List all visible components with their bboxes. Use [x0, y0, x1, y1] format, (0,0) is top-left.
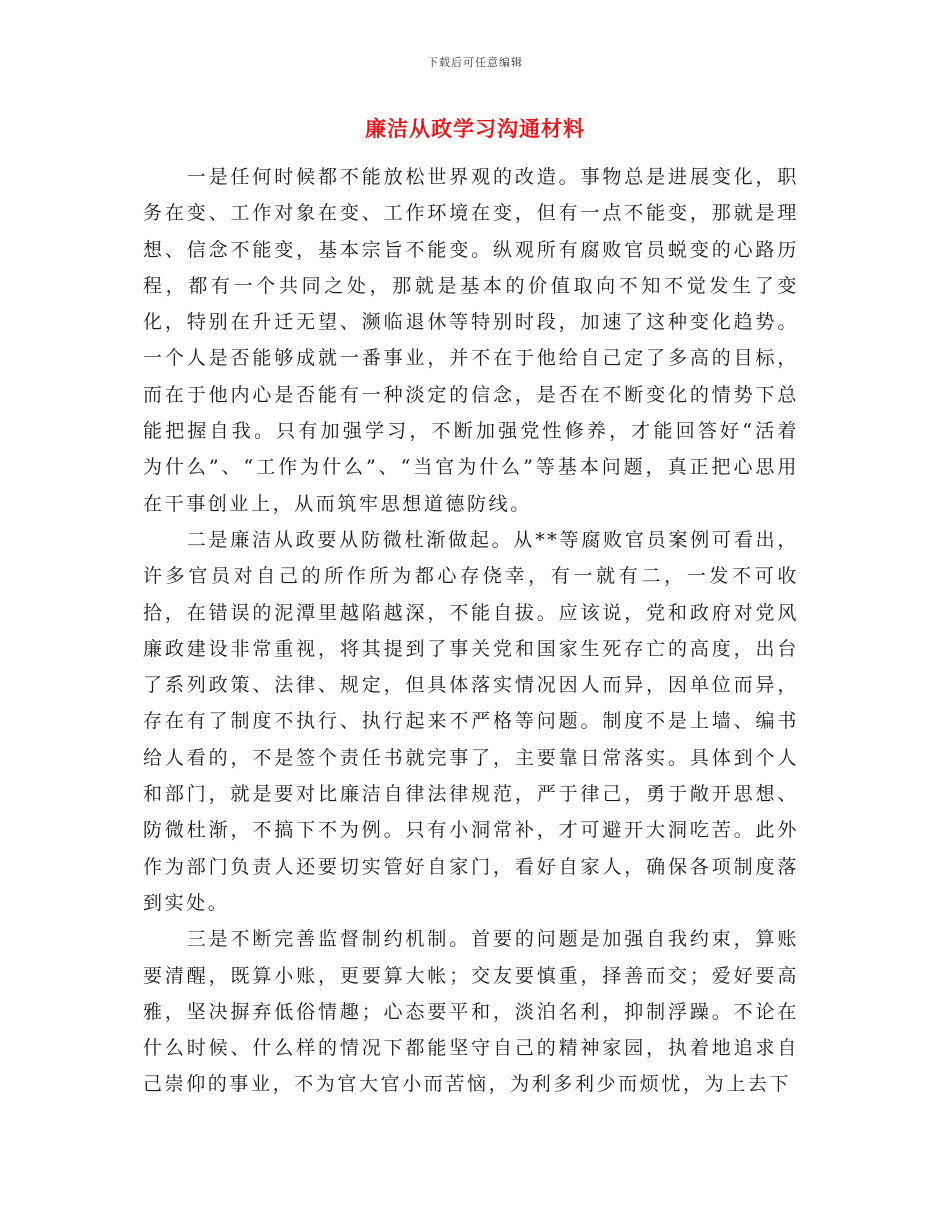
paragraph-3: 三是不断完善监督制约机制。首要的问题是加强自我约束，算账要清醒，既算小账，更要算大帐；交友要慎重，择善而交；爱好要高雅，坚决摒弃低俗情趣；心态要平和，淡泊名利，抑制浮躁。不论在什么时候、什么样的情况下都能坚守自己的精神家园，执着地追求自己崇仰的事业，不为官大官小而苦恼，为利多利少而烦忧，为上去下	[143, 928, 799, 1096]
paragraph-2: 二是廉洁从政要从防微杜渐做起。从**等腐败官员案例可看出，许多官员对自己的所作所为都心存侥幸，有一就有二，一发不可收拾，在错误的泥潭里越陷越深，不能自拔。应该说，党和政府对党风廉政建设非常重视，将其提到了事关党和国家生死存亡的高度，出台了系列政策、法律、规定，但具体落实情况因人而异，因单位而异，存在有了制度不执行、执行起来不严格等问题。制度不是上墙、编书给人看的，不是签个责任书就完事了，主要靠日常落实。具体到个人和部门，就是要对比廉洁自律法律规范，严于律己，勇于敞开思想、防微杜渐，不搞下不为例。只有小洞常补，才可避开大洞吃苦。此外作为部门负责人还要切实管好自家门，看好自家人，确保各项制度落到实处。	[143, 528, 799, 914]
document-body	[143, 159, 799, 1103]
paragraph-1: 一是任何时候都不能放松世界观的改造。事物总是进展变化，职务在变、工作对象在变、工作环境在变，但有一点不能变，那就是理想、信念不能变，基本宗旨不能变。纵观所有腐败官员蜕变的心路历程，都有一个共同之处，那就是基本的价值取向不知不觉发生了变化，特别在升迁无望、濒临退休等特别时段，加速了这种变化趋势。一个人是否能够成就一番事业，并不在于他给自己定了多高的目标，而在于他内心是否能有一种淡定的信念，是否在不断变化的情势下总能把握自我。只有加强学习，不断加强党性修养，才能回答好“活着为什么”、“工作为什么”、“当官为什么”等基本问题，真正把心思用在干事创业上，从而筑牢思想道德防线。	[143, 166, 799, 515]
header-note: 下载后可任意编辑	[427, 56, 523, 69]
document-title: 廉洁从政学习沟通材料	[365, 116, 585, 141]
